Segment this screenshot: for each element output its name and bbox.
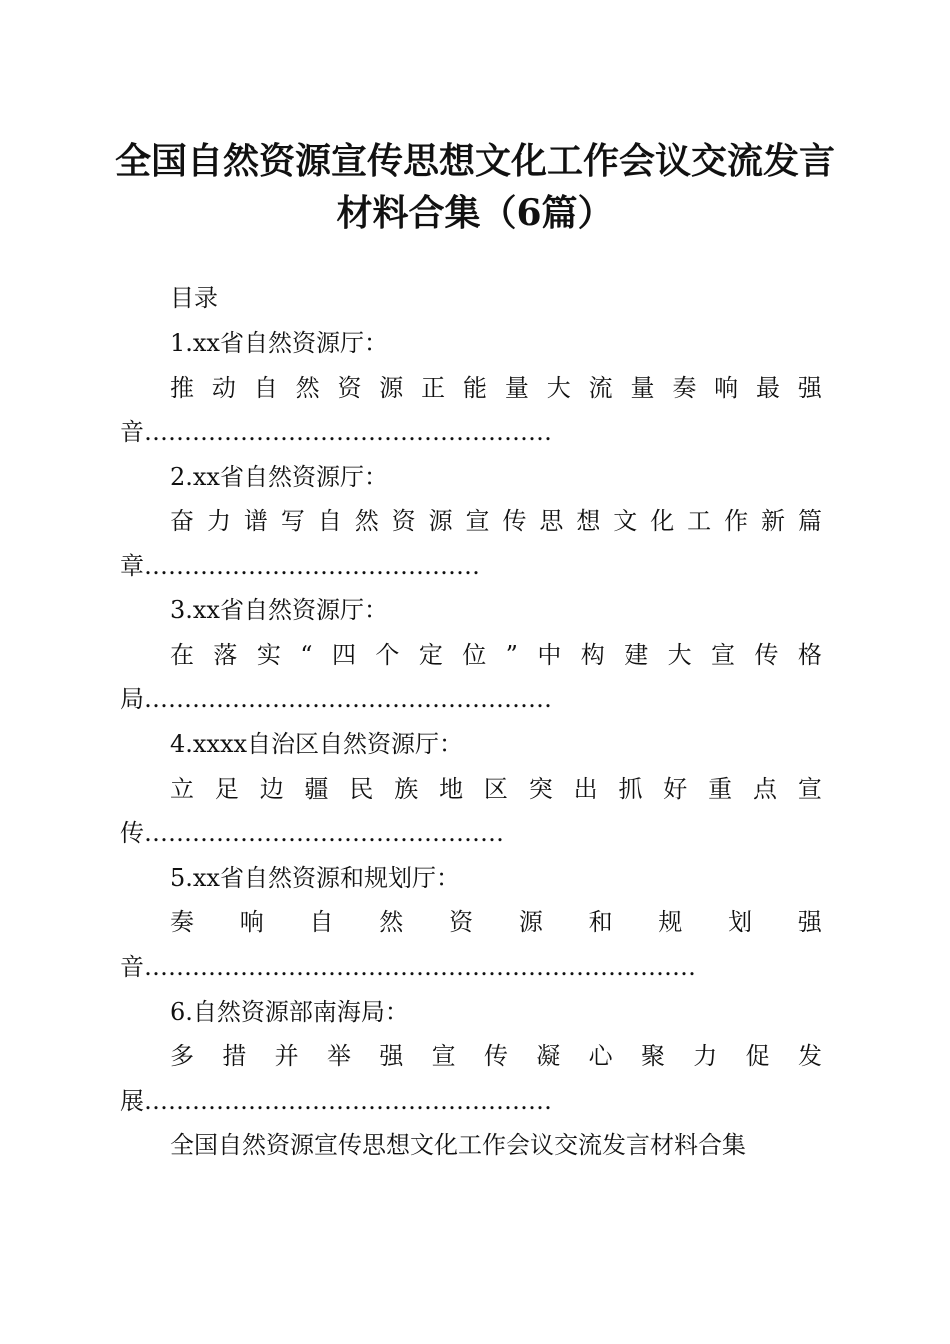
heading-char: 定 bbox=[418, 641, 443, 669]
heading-char: 强 bbox=[797, 908, 822, 936]
heading-char: 新 bbox=[761, 507, 785, 535]
toc-entry-label: 1.xx省自然资源厅： bbox=[170, 329, 388, 357]
toc-leader-dots: …………………………………………… bbox=[144, 685, 552, 713]
heading-char: 地 bbox=[439, 775, 464, 803]
title-line-1: 全国自然资源宣传思想文化工作会议交流发言 bbox=[114, 140, 835, 182]
toc-entry-last-char: 传 bbox=[120, 819, 144, 847]
toc-entry-label: 3.xx省自然资源厅： bbox=[170, 596, 388, 624]
section-title: 全国自然资源宣传思想文化工作会议交流发言材料合集 bbox=[170, 1131, 746, 1159]
toc-entry-label: 4.xxxx自治区自然资源厅： bbox=[170, 730, 464, 758]
heading-char: 自 bbox=[309, 908, 334, 936]
toc-entry-tail bbox=[120, 549, 822, 583]
heading-char: 规 bbox=[658, 908, 683, 936]
heading-char: 宣 bbox=[797, 775, 822, 803]
heading-char: 响 bbox=[714, 374, 739, 402]
toc-entry-tail bbox=[120, 1084, 822, 1118]
document-title bbox=[100, 135, 850, 239]
heading-char: 奏 bbox=[170, 908, 194, 936]
heading-char: 格 bbox=[797, 641, 822, 669]
toc-entry-last-char: 音 bbox=[120, 418, 144, 446]
toc-entry-heading bbox=[170, 772, 822, 806]
toc-entry-label: 5.xx省自然资源和规划厅： bbox=[170, 864, 460, 892]
heading-char: 自 bbox=[253, 374, 278, 402]
heading-char: 促 bbox=[745, 1042, 770, 1070]
toc-entry-last-char: 展 bbox=[120, 1087, 144, 1115]
heading-char: 源 bbox=[428, 507, 453, 535]
heading-char: 和 bbox=[588, 908, 613, 936]
heading-char: 传 bbox=[754, 641, 779, 669]
heading-char: 好 bbox=[663, 775, 688, 803]
heading-char: 思 bbox=[539, 507, 564, 535]
heading-char: 并 bbox=[274, 1042, 299, 1070]
heading-char: 建 bbox=[624, 641, 649, 669]
heading-char: 足 bbox=[214, 775, 239, 803]
heading-char: 最 bbox=[756, 374, 781, 402]
heading-char: 工 bbox=[687, 507, 712, 535]
heading-char: 能 bbox=[463, 374, 488, 402]
heading-char: 中 bbox=[537, 641, 562, 669]
heading-char: 举 bbox=[326, 1042, 351, 1070]
heading-char: 量 bbox=[504, 374, 529, 402]
heading-char: 源 bbox=[518, 908, 543, 936]
heading-char: 四 bbox=[331, 641, 356, 669]
heading-char: 多 bbox=[170, 1042, 194, 1070]
toc-leader-dots: …………………………………………………………… bbox=[144, 953, 696, 981]
heading-char: 位 bbox=[462, 641, 487, 669]
toc-entry-heading bbox=[170, 504, 822, 538]
toc-entry-label: 6.自然资源部南海局： bbox=[170, 998, 409, 1026]
heading-char: 然 bbox=[354, 507, 379, 535]
heading-char: 资 bbox=[449, 908, 474, 936]
heading-char: 点 bbox=[752, 775, 777, 803]
toc-entry-last-char: 局 bbox=[120, 685, 144, 713]
toc-leader-dots: …………………………………………… bbox=[144, 1087, 552, 1115]
heading-char: 民 bbox=[349, 775, 374, 803]
heading-char: 自 bbox=[317, 507, 342, 535]
toc-leader-dots: …………………………………… bbox=[144, 552, 480, 580]
heading-char: 凝 bbox=[536, 1042, 561, 1070]
heading-char: 出 bbox=[573, 775, 598, 803]
heading-char: 正 bbox=[421, 374, 446, 402]
toc-heading: 目录 bbox=[170, 284, 218, 312]
heading-char: 抓 bbox=[618, 775, 643, 803]
toc-leader-dots: …………………………………………… bbox=[144, 418, 552, 446]
heading-char: 动 bbox=[211, 374, 236, 402]
toc-entry-tail bbox=[120, 415, 822, 449]
heading-char: 文 bbox=[613, 507, 638, 535]
toc-entry-heading bbox=[170, 371, 822, 405]
toc-entry-last-char: 音 bbox=[120, 953, 144, 981]
toc-entry-heading bbox=[170, 638, 822, 672]
heading-char: 划 bbox=[728, 908, 753, 936]
heading-char: 奋 bbox=[170, 507, 194, 535]
heading-char: 发 bbox=[797, 1042, 822, 1070]
heading-char: 响 bbox=[239, 908, 264, 936]
heading-char: 在 bbox=[170, 641, 194, 669]
toc-entry-tail bbox=[120, 950, 822, 984]
heading-char: 强 bbox=[797, 374, 822, 402]
heading-char: 实 bbox=[256, 641, 281, 669]
toc-entry-label: 2.xx省自然资源厅： bbox=[170, 463, 388, 491]
heading-char: 篇 bbox=[797, 507, 822, 535]
heading-char: 大 bbox=[667, 641, 692, 669]
heading-char: 资 bbox=[337, 374, 362, 402]
heading-char: 立 bbox=[170, 775, 194, 803]
heading-char: 量 bbox=[630, 374, 655, 402]
heading-char: 边 bbox=[259, 775, 284, 803]
heading-char: 重 bbox=[708, 775, 733, 803]
toc-entry-tail bbox=[120, 682, 822, 716]
heading-char: 落 bbox=[213, 641, 238, 669]
heading-char: 宣 bbox=[465, 507, 490, 535]
toc-entry-last-char: 章 bbox=[120, 552, 144, 580]
heading-char: 奏 bbox=[672, 374, 697, 402]
heading-char: 突 bbox=[528, 775, 553, 803]
toc-entry-heading bbox=[170, 905, 822, 939]
heading-char: 个 bbox=[375, 641, 400, 669]
heading-char: 传 bbox=[483, 1042, 508, 1070]
heading-char: 作 bbox=[724, 507, 749, 535]
heading-char: 写 bbox=[280, 507, 305, 535]
heading-char: 措 bbox=[222, 1042, 247, 1070]
title-line-2: 材料合集（6篇） bbox=[336, 192, 614, 234]
heading-char: 疆 bbox=[304, 775, 329, 803]
heading-char: 宣 bbox=[711, 641, 736, 669]
heading-char: 源 bbox=[379, 374, 404, 402]
heading-char: 宣 bbox=[431, 1042, 456, 1070]
heading-char: 区 bbox=[483, 775, 508, 803]
heading-char: 力 bbox=[693, 1042, 718, 1070]
heading-char: 力 bbox=[206, 507, 231, 535]
heading-char: 流 bbox=[588, 374, 613, 402]
heading-char: 想 bbox=[576, 507, 601, 535]
toc-entry-heading bbox=[170, 1039, 822, 1073]
heading-char: 构 bbox=[580, 641, 605, 669]
heading-char: 然 bbox=[295, 374, 320, 402]
heading-char: ” bbox=[505, 641, 518, 669]
heading-char: 谱 bbox=[243, 507, 268, 535]
toc-leader-dots: ……………………………………… bbox=[144, 819, 504, 847]
heading-char: 心 bbox=[588, 1042, 613, 1070]
heading-char: 化 bbox=[650, 507, 675, 535]
heading-char: 传 bbox=[502, 507, 527, 535]
heading-char: 聚 bbox=[640, 1042, 665, 1070]
heading-char: 资 bbox=[391, 507, 416, 535]
heading-char: 强 bbox=[379, 1042, 404, 1070]
heading-char: 族 bbox=[394, 775, 419, 803]
heading-char: 推 bbox=[170, 374, 194, 402]
toc-entry-tail bbox=[120, 816, 822, 850]
heading-char: “ bbox=[300, 641, 313, 669]
heading-char: 大 bbox=[546, 374, 571, 402]
heading-char: 然 bbox=[379, 908, 404, 936]
